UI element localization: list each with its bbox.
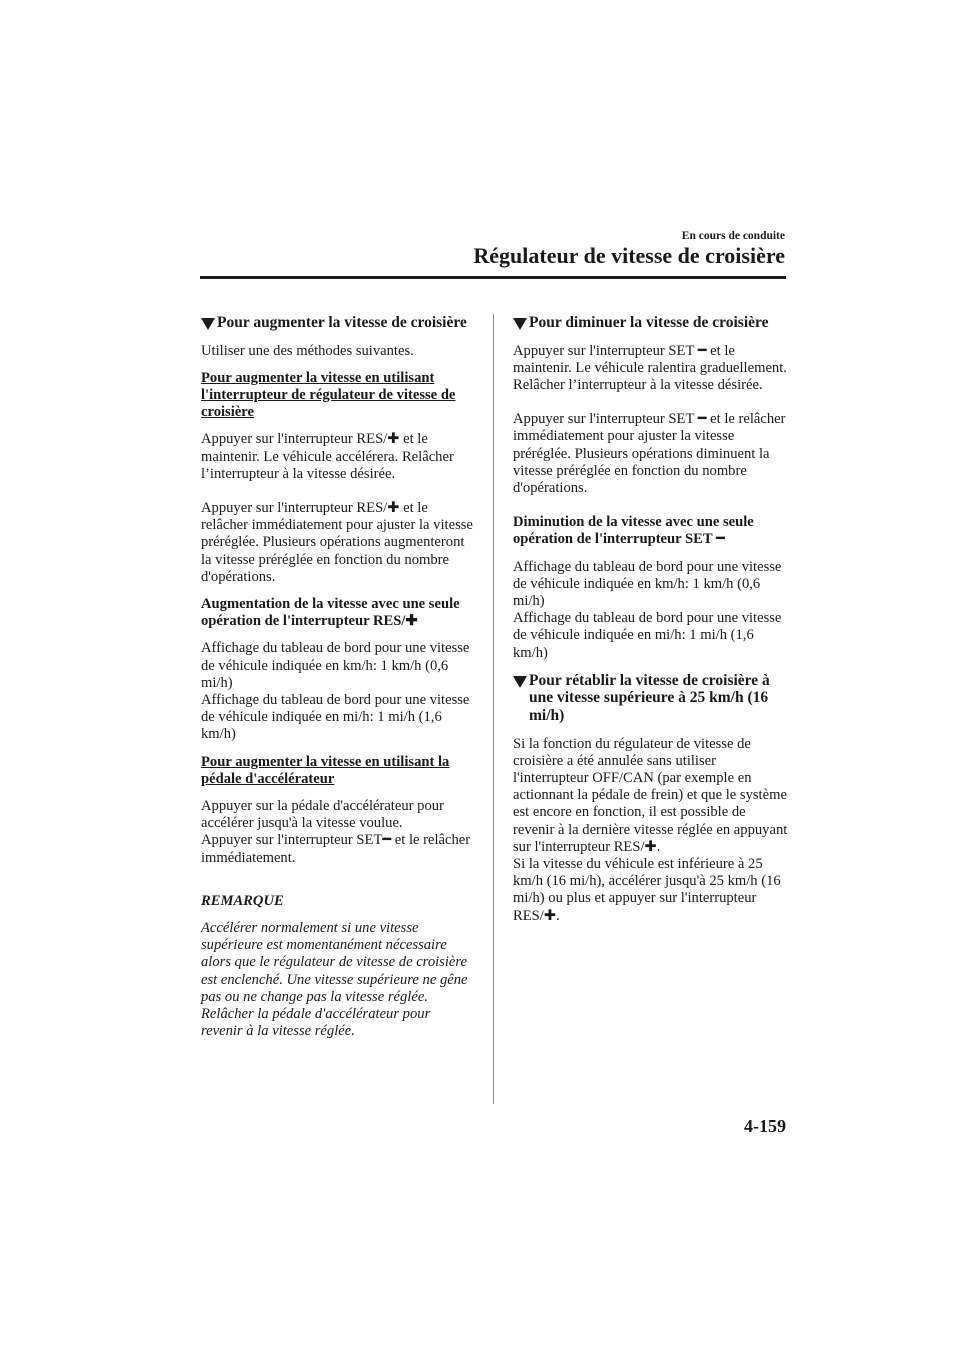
paragraph: Appuyer sur l'interrupteur RES/✚ et le maintenir. Le véhicule accélérera. Relâcher l’interrupteur à la vitesse désirée. <box>201 431 454 482</box>
heading-text: Pour augmenter la vitesse de croisière <box>217 314 467 331</box>
subheading-single-operation: Diminution de la vitesse avec une seule opération de l'interrupteur SET ━ <box>513 514 754 548</box>
page-title: Régulateur de vitesse de croisière <box>473 243 785 268</box>
paragraph: Affichage du tableau de bord pour une vitesse de véhicule indiquée en km/h: 1 km/h (0,6 mi/h) <box>513 558 782 610</box>
paragraph: Affichage du tableau de bord pour une vitesse de véhicule indiquée en mi/h: 1 mi/h (1,6 km/h) <box>201 692 470 743</box>
subheading-accelerator: Pour augmenter la vitesse en utilisant la pédale d'accélérateur <box>201 753 450 787</box>
heading-text: Pour rétablir la vitesse de croisière à une vitesse supérieure à 25 km/h (16 mi/h) <box>529 671 770 725</box>
heading-increase-speed <box>201 314 475 332</box>
triangle-down-icon <box>513 676 527 688</box>
triangle-down-icon <box>513 318 527 330</box>
note-text: Accélérer normalement si une vitesse supérieure est momentanément nécessaire alors que le régulateur de vitesse de croisière est enclenché. Une vitesse supérieure ne gêne pas ou ne change pas la vitesse réglée. Relâcher la pédale d'accélérateur pour revenir à la vitesse réglée. <box>201 920 468 1040</box>
triangle-down-icon <box>201 318 215 330</box>
subheading-switch: Pour augmenter la vitesse en utilisant l'interrupteur de régulateur de vitesse de croisière <box>201 369 456 421</box>
paragraph: Affichage du tableau de bord pour une vitesse de véhicule indiquée en km/h: 1 km/h (0,6 mi/h) <box>201 640 470 691</box>
paragraph: Affichage du tableau de bord pour une vitesse de véhicule indiquée en mi/h: 1 mi/h (1,6 km/h) <box>513 610 782 661</box>
page-number: 4-159 <box>744 1116 786 1136</box>
paragraph: Appuyer sur l'interrupteur SET━ et le relâcher immédiatement. <box>201 832 471 866</box>
paragraph: Relâcher l’interrupteur à la vitesse désirée. <box>513 377 763 393</box>
left-column <box>201 314 475 1051</box>
paragraph: Appuyer sur l'interrupteur SET ━ et le maintenir. Le véhicule ralentira graduellement. <box>513 342 787 376</box>
header-section-label: En cours de conduite <box>681 230 785 242</box>
heading-resume-speed <box>513 672 788 725</box>
paragraph: Appuyer sur l'interrupteur RES/✚ et le relâcher immédiatement pour ajuster la vitesse préréglée. Plusieurs opérations augmenteront la vitesse préréglée en fonction du nombre d'opérations. <box>201 500 473 585</box>
right-column <box>513 314 788 935</box>
header-rule <box>200 276 786 279</box>
subheading-single-operation: Augmentation de la vitesse avec une seule opération de l'interrupteur RES/✚ <box>201 596 460 630</box>
note-title: REMARQUE <box>201 892 284 909</box>
paragraph: Si la fonction du régulateur de vitesse de croisière a été annulée sans utiliser l'interrupteur OFF/CAN (par exemple en actionnant la pédale de frein) et que le système est encore en fonction, il est possible de revenir à la dernière vitesse réglée en appuyant sur l'interrupteur RES/✚. <box>513 735 788 855</box>
paragraph: Appuyer sur la pédale d'accélérateur pour accélérer jusqu'à la vitesse voulue. <box>201 798 444 832</box>
paragraph: Appuyer sur l'interrupteur SET ━ et le relâcher immédiatement pour ajuster la vitesse préréglée. Plusieurs opérations diminuent la vitesse préréglée en fonction du nombre d'opérations. <box>513 411 786 497</box>
intro-text: Utiliser une des méthodes suivantes. <box>201 342 414 359</box>
paragraph: Si la vitesse du véhicule est inférieure à 25 km/h (16 mi/h), accélérer jusqu'à 25 km/h (16 mi/h) ou plus et appuyer sur l'interrupteur RES/✚. <box>513 856 781 924</box>
heading-decrease-speed <box>513 314 788 332</box>
heading-text: Pour diminuer la vitesse de croisière <box>529 314 769 331</box>
column-divider <box>493 314 494 1104</box>
